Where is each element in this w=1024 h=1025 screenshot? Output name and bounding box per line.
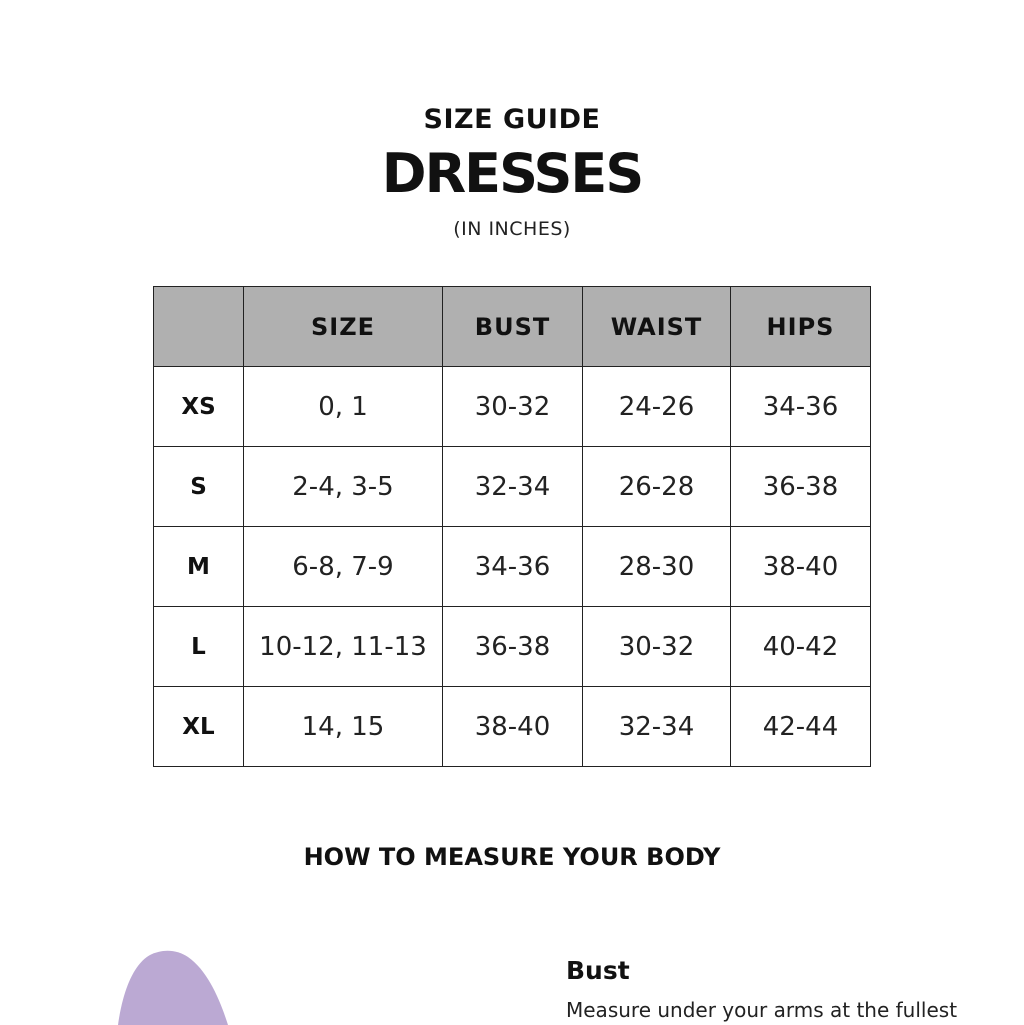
table-row	[154, 447, 871, 527]
bust-title: Bust	[566, 956, 630, 985]
cell-bust: 30-32	[443, 367, 583, 447]
cell-waist: 26-28	[583, 447, 731, 527]
cell-label: XL	[154, 687, 244, 767]
body-figure-illustration	[110, 945, 250, 1025]
cell-bust: 32-34	[443, 447, 583, 527]
cell-hips: 36-38	[731, 447, 871, 527]
cell-waist: 30-32	[583, 607, 731, 687]
cell-bust: 36-38	[443, 607, 583, 687]
column-header-blank	[154, 287, 244, 367]
unit-note: (IN INCHES)	[453, 218, 571, 240]
cell-size: 14, 15	[244, 687, 443, 767]
cell-bust: 38-40	[443, 687, 583, 767]
cell-hips: 40-42	[731, 607, 871, 687]
body-figure-head-shape	[118, 951, 228, 1025]
table-row	[154, 367, 871, 447]
cell-label: L	[154, 607, 244, 687]
cell-label: XS	[154, 367, 244, 447]
cell-waist: 24-26	[583, 367, 731, 447]
column-header-bust: BUST	[443, 287, 583, 367]
cell-size: 6-8, 7-9	[244, 527, 443, 607]
size-guide-kicker: SIZE GUIDE	[423, 104, 601, 135]
table-row	[154, 527, 871, 607]
cell-hips: 38-40	[731, 527, 871, 607]
cell-size: 2-4, 3-5	[244, 447, 443, 527]
cell-size: 0, 1	[244, 367, 443, 447]
cell-label: S	[154, 447, 244, 527]
cell-hips: 34-36	[731, 367, 871, 447]
how-to-measure-heading: HOW TO MEASURE YOUR BODY	[303, 843, 721, 871]
table-row	[154, 687, 871, 767]
bust-instructions: Measure under your arms at the fullest	[566, 998, 958, 1022]
table-header-row	[154, 287, 871, 367]
column-header-size: SIZE	[244, 287, 443, 367]
cell-waist: 28-30	[583, 527, 731, 607]
column-header-hips: HIPS	[731, 287, 871, 367]
cell-size: 10-12, 11-13	[244, 607, 443, 687]
size-table	[153, 286, 871, 767]
table-row	[154, 607, 871, 687]
page-title: DRESSES	[381, 142, 643, 205]
cell-label: M	[154, 527, 244, 607]
column-header-waist: WAIST	[583, 287, 731, 367]
cell-hips: 42-44	[731, 687, 871, 767]
cell-waist: 32-34	[583, 687, 731, 767]
cell-bust: 34-36	[443, 527, 583, 607]
